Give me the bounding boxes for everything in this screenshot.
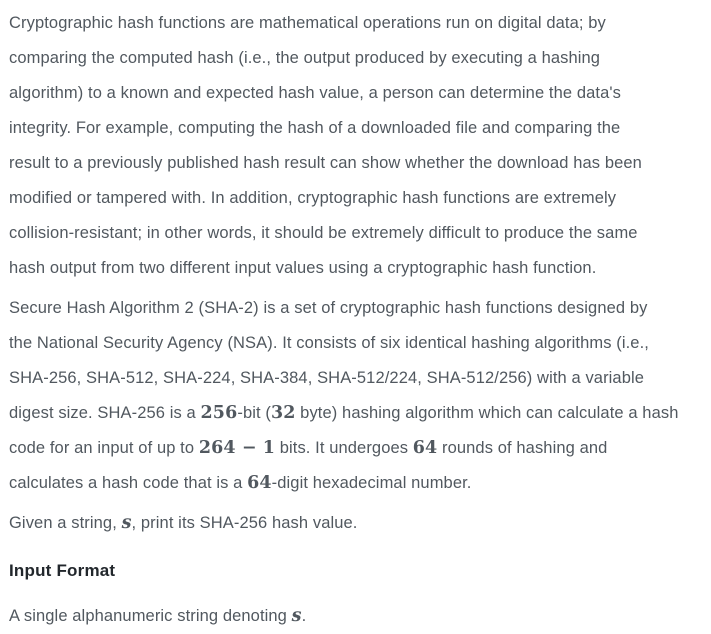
text-segment: code for an input of up to	[9, 439, 199, 457]
sha2-paragraph	[9, 291, 703, 501]
text-segment: byte) hashing algorithm which can calculate a hash	[295, 404, 679, 422]
text-line	[9, 181, 703, 216]
text-line	[9, 6, 703, 41]
text-segment: -digit hexadecimal number.	[271, 474, 472, 492]
text-line	[9, 553, 703, 588]
text-segment: hash output from two different input values using a cryptographic hash function.	[9, 259, 597, 277]
math-expression: 64	[247, 473, 272, 493]
input-format-paragraph	[9, 599, 703, 634]
text-segment: Input Format	[9, 561, 116, 580]
text-segment: algorithm) to a known and expected hash value, a person can determine the data's	[9, 84, 621, 102]
text-line	[9, 326, 703, 361]
text-line	[9, 361, 703, 396]
text-line	[9, 431, 703, 466]
text-segment: .	[301, 607, 307, 625]
math-expression: 32	[270, 403, 296, 423]
text-line	[9, 396, 703, 431]
text-segment: Cryptographic hash functions are mathematical operations run on digital data; by	[9, 14, 606, 32]
math-expression: 256	[200, 403, 238, 423]
text-line	[9, 251, 703, 286]
text-segment: A single alphanumeric string denoting	[9, 607, 292, 625]
text-line	[9, 76, 703, 111]
text-segment: bits. It undergoes	[275, 439, 413, 457]
math-variable: s	[121, 513, 132, 533]
text-segment: Given a string,	[9, 514, 122, 532]
text-line	[9, 41, 703, 76]
text-line	[9, 506, 703, 541]
text-line	[9, 216, 703, 251]
text-segment: digest size. SHA-256 is a	[9, 404, 201, 422]
text-segment: -bit (	[237, 404, 271, 422]
text-line	[9, 599, 703, 634]
text-line	[9, 146, 703, 181]
text-line	[9, 291, 703, 326]
text-segment: collision-resistant; in other words, it should be extremely difficult to produce the same	[9, 224, 638, 242]
math-variable: s	[291, 606, 302, 626]
intro-paragraph	[9, 6, 703, 286]
text-segment: the National Security Agency (NSA). It consists of six identical hashing algorithms (i.e.,	[9, 334, 649, 352]
text-line	[9, 466, 703, 501]
text-segment: comparing the computed hash (i.e., the output produced by executing a hashing	[9, 49, 601, 67]
text-segment: SHA-256, SHA-512, SHA-224, SHA-384, SHA-512/224, SHA-512/256) with a variable	[9, 369, 645, 387]
text-line	[9, 111, 703, 146]
text-segment: modified or tampered with. In addition, cryptographic hash functions are extremely	[9, 189, 617, 207]
input-format-heading	[9, 553, 703, 588]
math-expression: 264 − 1	[198, 438, 276, 458]
text-segment: rounds of hashing and	[437, 439, 608, 457]
text-segment: integrity. For example, computing the hash of a downloaded file and comparing the	[9, 119, 621, 137]
text-segment: Secure Hash Algorithm 2 (SHA-2) is a set of cryptographic hash functions designed by	[9, 299, 648, 317]
text-segment: calculates a hash code that is a	[9, 474, 248, 492]
text-segment: , print its SHA-256 hash value.	[131, 514, 358, 532]
math-expression: 64	[412, 438, 438, 458]
task-paragraph	[9, 506, 703, 541]
text-segment: result to a previously published hash result can show whether the download has been	[9, 154, 642, 172]
